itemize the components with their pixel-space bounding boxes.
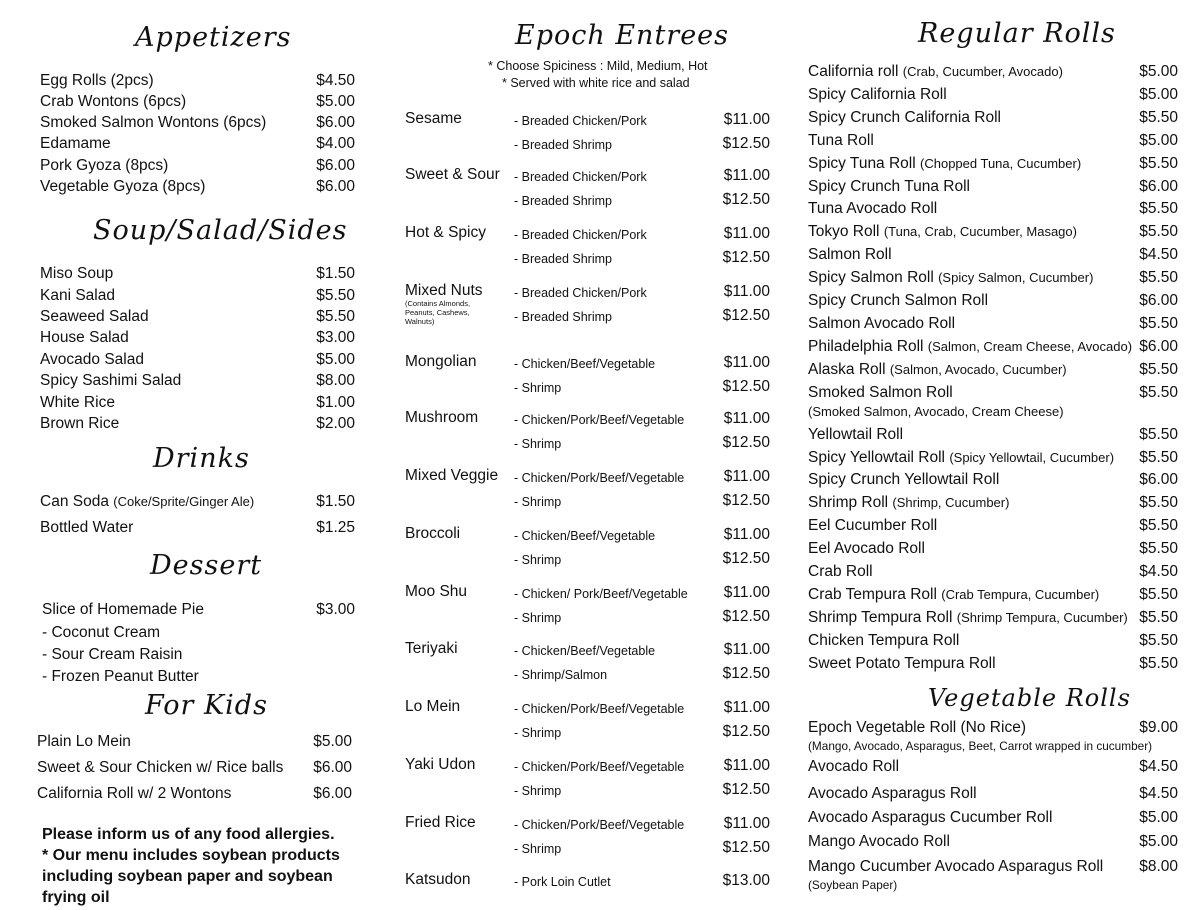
menu-item-price: $6.00 [316,114,355,131]
menu-item-name: Pork Gyoza (8pcs) [40,157,169,174]
menu-item-name: Spicy Sashimi Salad [40,372,182,389]
menu-item-name [40,493,254,511]
roll-item [808,471,999,489]
roll-item [808,223,1077,241]
roll-item [808,540,925,558]
roll-price: $5.50 [1139,223,1178,241]
roll-price: $5.50 [1139,314,1178,332]
roll-item [808,632,959,650]
entree-name: Fried Rice [405,814,476,831]
dessert-option: - Sour Cream Raisin [42,646,183,663]
roll-name: Crab Tempura Roll [808,585,937,603]
entree-option: - Shrimp [514,611,562,625]
roll-name: Spicy Tuna Roll [808,154,916,172]
roll-description: (Crab, Cucumber, Avocado) [902,64,1063,79]
roll-name: Crab Roll [808,563,873,580]
roll-name: Spicy Crunch California Roll [808,108,1001,126]
roll-price: $5.50 [1139,154,1178,172]
roll-description: (Salmon, Cream Cheese, Avocado) [927,338,1133,354]
for-kids-heading: For Kids [145,690,268,721]
entree-option: - Chicken/Beef/Vegetable [514,529,656,543]
vegetable-rolls-heading: Vegetable Rolls [928,684,1131,712]
menu-item-name: Slice of Homemade Pie [42,601,204,618]
entree-option: - Breaded Chicken/Pork [514,286,647,300]
veg-roll-name: Avocado Roll [808,758,900,775]
entree-name: Sweet & Sour [405,166,500,183]
roll-price: $5.50 [1139,448,1178,466]
roll-item [808,563,873,581]
entree-name: Sesame [405,110,462,127]
roll-item [808,246,892,264]
veg-roll-price: $5.00 [1139,809,1178,826]
roll-price: $5.50 [1139,517,1178,535]
menu-item-price: $4.50 [316,72,355,89]
entree-option: - Shrimp [514,726,562,740]
entree-option: - Breaded Chicken/Pork [514,170,647,184]
entree-price: $12.50 [722,723,770,740]
menu-item-name: Bottled Water [40,519,134,536]
menu-item-price: $1.50 [316,493,355,510]
roll-item [808,86,947,104]
roll-item [808,315,955,333]
served-note: * Served with white rice and salad [502,76,690,90]
entree-price: $11.00 [723,225,770,242]
entree-name: Broccoli [405,525,461,542]
dessert-option: - Coconut Cream [42,624,161,641]
menu-item-name: Can Soda [40,493,109,510]
roll-price: $5.00 [1139,85,1178,103]
roll-item [808,178,970,196]
roll-price: $6.00 [1139,292,1178,309]
roll-price: $5.50 [1139,108,1178,126]
dessert-heading: Dessert [150,550,263,581]
veg-roll-price: $5.00 [1139,833,1178,850]
entree-name: Teriyaki [405,640,458,657]
menu-item-price: $5.50 [316,308,355,325]
menu-item-name: Avocado Salad [40,351,144,368]
roll-price: $5.50 [1139,540,1178,558]
entree-name: Katsudon [405,871,471,888]
entree-name: Mixed Nuts [405,282,483,299]
menu-item-price: $5.50 [316,287,355,304]
menu-item-name: California Roll w/ 2 Wontons [37,785,232,802]
roll-price: $5.50 [1139,383,1178,401]
roll-name: Tokyo Roll [808,223,880,241]
veg-roll-name: Avocado Asparagus Roll [808,785,977,802]
veg-roll-price: $8.00 [1139,858,1178,875]
roll-price: $4.50 [1139,563,1178,580]
menu-item-price: $1.50 [316,265,355,282]
entrees-heading: Epoch Entrees [515,20,730,51]
veg-roll-description: (Mango, Avocado, Asparagus, Beet, Carrot wrapped in cucumber) [808,739,1153,753]
entree-option: - Breaded Shrimp [514,252,612,266]
roll-description: (Tuna, Crab, Cucumber, Masago) [883,224,1077,240]
menu-item-price: $5.00 [316,351,355,368]
entree-option: - Chicken/Pork/Beef/Vegetable [514,702,685,716]
roll-item [808,338,1132,356]
entree-option: - Chicken/Pork/Beef/Vegetable [514,818,685,832]
entree-option: - Shrimp [514,437,562,451]
menu-item-name: House Salad [40,329,129,346]
entree-price: $11.00 [723,468,770,485]
roll-item [808,494,1009,512]
entree-option: - Breaded Shrimp [514,138,612,152]
roll-description: (Shrimp, Cucumber) [892,495,1010,511]
menu-item-price: $8.00 [316,372,355,389]
appetizers-heading: Appetizers [135,22,292,53]
entree-price: $12.50 [722,781,770,798]
menu-item-price: $2.00 [316,415,355,432]
roll-item [808,426,903,444]
entree-price: $12.50 [722,550,770,567]
entree-name: Moo Shu [405,583,468,600]
entree-name: Yaki Udon [405,756,476,773]
menu-item-price: $5.00 [313,733,352,750]
entree-price: $12.50 [722,249,770,266]
entree-price: $11.00 [723,757,770,774]
entree-price: $11.00 [723,111,770,128]
entree-option: - Shrimp [514,842,562,856]
entree-option: - Shrimp [514,784,562,798]
entree-price: $13.00 [722,872,770,889]
entree-option: - Breaded Chicken/Pork [514,114,647,128]
roll-price: $4.50 [1139,246,1178,264]
veg-roll-name: Mango Cucumber Avocado Asparagus Roll [808,858,1104,875]
entree-price: $12.50 [722,378,770,395]
roll-name: Tuna Avocado Roll [808,200,938,218]
menu-item-price: $1.00 [316,394,355,411]
roll-item [808,609,1128,627]
entree-price: $11.00 [723,699,770,716]
roll-description: (Salmon, Avocado, Cucumber) [889,361,1067,377]
entree-price: $12.50 [722,492,770,509]
entree-price: $11.00 [723,526,770,543]
veg-roll-description: (Soybean Paper) [808,878,898,892]
roll-price: $5.50 [1139,654,1178,672]
entree-option: - Shrimp [514,381,562,395]
roll-name: Salmon Roll [808,246,892,264]
entree-option: - Chicken/Beef/Vegetable [514,357,656,371]
regular-rolls-heading: Regular Rolls [918,18,1116,49]
entree-name: Mushroom [405,409,479,426]
spiciness-note: * Choose Spiciness : Mild, Medium, Hot [488,59,708,73]
roll-item [808,517,937,535]
roll-description: (Shrimp Tempura, Cucumber) [956,609,1128,625]
entree-option: - Chicken/Pork/Beef/Vegetable [514,413,685,427]
entree-price: $12.50 [722,608,770,625]
roll-item [808,155,1081,173]
menu-item-price: $3.00 [316,601,355,618]
menu-item-name: Seaweed Salad [40,308,149,325]
roll-name: Alaska Roll [808,360,886,378]
roll-name: Spicy Crunch Salmon Roll [808,292,989,309]
menu-item-name: Plain Lo Mein [37,733,131,750]
roll-item [808,63,1063,81]
roll-name: Salmon Avocado Roll [808,314,956,332]
roll-item [808,132,874,150]
roll-item [808,269,1093,287]
roll-item [808,384,953,402]
entree-price: $11.00 [723,641,770,658]
soup-salad-sides-heading: Soup/Salad/Sides [93,215,348,246]
roll-price: $6.00 [1139,177,1178,195]
roll-price: $5.50 [1139,608,1178,626]
roll-item [808,361,1067,379]
roll-name: Spicy Crunch Tuna Roll [808,177,970,195]
menu-item-name: Sweet & Sour Chicken w/ Rice balls [37,759,284,776]
roll-name: Yellowtail Roll [808,425,904,443]
entree-option: - Breaded Shrimp [514,194,612,208]
entree-price: $12.50 [722,665,770,682]
menu-item-name: Vegetable Gyoza (8pcs) [40,178,206,195]
roll-price: $5.50 [1139,360,1178,378]
roll-name: Eel Cucumber Roll [808,517,938,535]
entree-option: - Breaded Chicken/Pork [514,228,647,242]
roll-name: Spicy Yellowtail Roll [808,448,945,466]
entree-option: - Shrimp [514,553,562,567]
roll-description: (Crab Tempura, Cucumber) [941,586,1100,602]
dessert-option: - Frozen Peanut Butter [42,668,199,685]
menu-item-price: $5.00 [316,93,355,110]
entree-price: $12.50 [722,135,770,152]
roll-name: California roll [808,63,899,80]
menu-item-name: Brown Rice [40,415,120,432]
roll-price: $5.50 [1139,200,1178,218]
entree-name: Mixed Veggie [405,467,499,484]
roll-description: (Spicy Yellowtail, Cucumber) [949,449,1115,465]
menu-item-name: Kani Salad [40,287,115,304]
roll-item [808,292,988,310]
roll-price: $5.50 [1139,269,1178,287]
roll-name: Eel Avocado Roll [808,540,925,558]
menu-item-price: $6.00 [316,178,355,195]
drinks-heading: Drinks [153,443,250,474]
roll-description: (Chopped Tuna, Cucumber) [920,155,1082,171]
roll-price: $5.00 [1139,131,1178,149]
roll-name: Philadelphia Roll [808,337,924,355]
roll-price: $5.50 [1139,425,1178,443]
entree-price: $11.00 [723,410,770,427]
menu-item-description: (Coke/Sprite/Ginger Ale) [113,494,255,509]
entree-option: - Chicken/Pork/Beef/Vegetable [514,471,685,485]
menu-item-price: $1.25 [316,519,355,536]
roll-item [808,655,996,673]
entree-option: - Shrimp/Salmon [514,668,608,682]
entree-note: (Contains Almonds, Peanuts, Cashews, Walnuts) [405,299,471,326]
roll-name: Sweet Potato Tempura Roll [808,654,996,672]
menu-item-price: $6.00 [313,759,352,776]
roll-sub-description: (Smoked Salmon, Avocado, Cream Cheese) [808,403,1064,419]
entree-price: $12.50 [722,839,770,856]
veg-roll-price: $9.00 [1139,719,1178,736]
roll-description: (Spicy Salmon, Cucumber) [938,270,1094,286]
menu-item-price: $6.00 [313,785,352,802]
menu-item-name: Edamame [40,135,111,152]
roll-name: Spicy Crunch Yellowtail Roll [808,471,1000,489]
entree-price: $12.50 [722,434,770,451]
veg-roll-price: $4.50 [1139,785,1178,802]
roll-item [808,109,1001,127]
menu-item-name: Miso Soup [40,265,114,282]
roll-price: $6.00 [1139,337,1178,355]
menu-item-name: Crab Wontons (6pcs) [40,93,187,110]
roll-item [808,200,937,218]
roll-name: Smoked Salmon Roll [808,383,953,401]
menu-item-price: $4.00 [316,135,355,152]
veg-roll-name: Epoch Vegetable Roll (No Rice) [808,719,1026,736]
entree-name: Mongolian [405,353,477,370]
roll-name: Spicy Salmon Roll [808,269,934,287]
entree-price: $12.50 [722,191,770,208]
entree-price: $11.00 [723,584,770,601]
menu-item-name: Smoked Salmon Wontons (6pcs) [40,114,267,131]
entree-option: - Chicken/Beef/Vegetable [514,644,656,658]
allergy-note: Please inform us of any food allergies. * Our menu includes soybean products including soybean paper and soybean frying oil [42,826,340,906]
menu-item-name: Egg Rolls (2pcs) [40,72,154,89]
menu-item-name: White Rice [40,394,115,411]
veg-roll-price: $4.50 [1139,758,1178,775]
roll-name: Shrimp Tempura Roll [808,608,953,626]
roll-price: $5.50 [1139,585,1178,603]
entree-price: $11.00 [723,354,770,371]
entree-option: - Breaded Shrimp [514,310,612,324]
roll-name: Shrimp Roll [808,494,889,512]
entree-name: Hot & Spicy [405,224,486,241]
roll-price: $5.50 [1139,631,1178,649]
roll-price: $5.50 [1139,494,1178,512]
entree-option: - Pork Loin Cutlet [514,875,611,889]
entree-option: - Chicken/ Pork/Beef/Vegetable [514,587,688,601]
roll-name: Chicken Tempura Roll [808,631,960,649]
entree-name: Lo Mein [405,698,461,715]
roll-price: $5.00 [1139,63,1178,80]
entree-price: $11.00 [723,167,770,184]
roll-item [808,449,1114,467]
veg-roll-name: Mango Avocado Roll [808,833,950,850]
entree-price: $11.00 [723,283,770,300]
roll-item [808,586,1099,604]
roll-price: $6.00 [1139,471,1178,489]
entree-option: - Shrimp [514,495,562,509]
entree-price: $12.50 [722,307,770,324]
menu-item-price: $3.00 [316,329,355,346]
veg-roll-name: Avocado Asparagus Cucumber Roll [808,809,1053,826]
roll-name: Tuna Roll [808,131,874,149]
entree-price: $11.00 [723,815,770,832]
roll-name: Spicy California Roll [808,85,947,103]
menu-item-price: $6.00 [316,157,355,174]
entree-option: - Chicken/Pork/Beef/Vegetable [514,760,685,774]
